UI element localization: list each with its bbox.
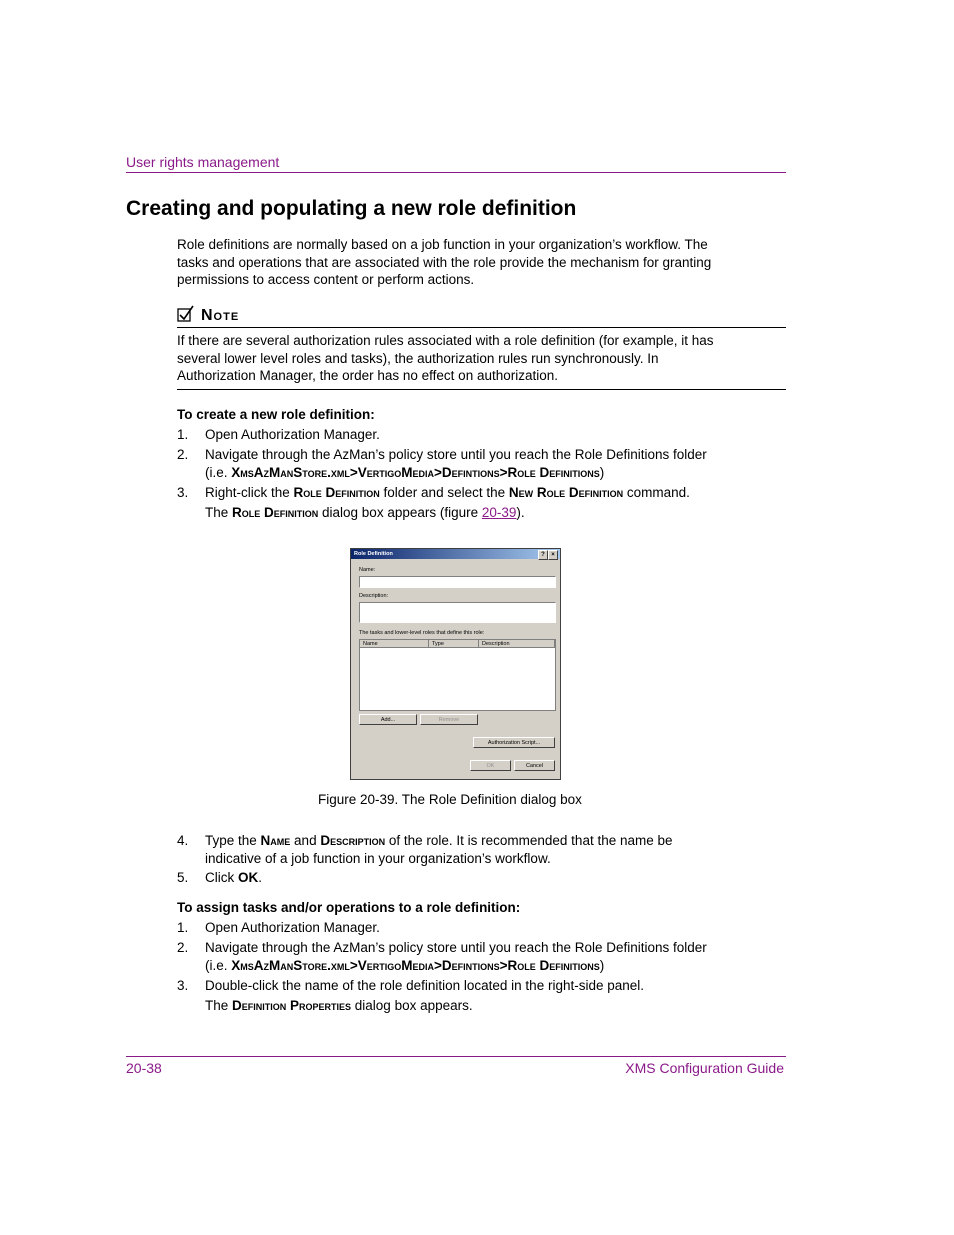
path-text: XmsAzManStore.xml>VertigoMedia>Defintions>Role Definitions (231, 957, 600, 973)
procedure-heading: To assign tasks and/or operations to a role definition: (177, 900, 521, 915)
note-line: several lower level roles and tasks), the authorization rules run synchronously. In (177, 350, 659, 366)
list-label: The tasks and lower-level roles that define this role: (359, 630, 485, 636)
cancel-button[interactable]: Cancel (514, 760, 555, 771)
add-button[interactable]: Add... (359, 714, 417, 725)
roles-list[interactable] (359, 639, 556, 711)
list-item: 1. Open Authorization Manager. (177, 920, 380, 935)
running-header: User rights management (126, 154, 280, 170)
intro-line: tasks and operations that are associated with the role provide the mechanism for granting (177, 254, 712, 270)
description-input[interactable] (359, 602, 556, 623)
figure-link[interactable]: 20-39 (481, 504, 517, 520)
header-rule (126, 172, 786, 173)
description-label: Description: (359, 593, 389, 599)
figure-caption: Figure 20-39. The Role Definition dialog box (318, 792, 582, 807)
name-input[interactable] (359, 576, 556, 588)
remove-button[interactable]: Remove (420, 714, 478, 725)
list-item: 5. Click OK. (177, 870, 263, 885)
list-item: 1. Open Authorization Manager. (177, 427, 380, 442)
list-item: 2. Navigate through the AzMan’s policy store until you reach the Role Definitions folder (i.e. XmsAzManStore.xml>VertigoMedia>Defintions>Role Definitions) (177, 447, 707, 480)
name-label: Name: (359, 567, 376, 573)
column-description[interactable]: Description (479, 640, 555, 648)
page-title: Creating and populating a new role definition (126, 197, 577, 220)
note-bottom-rule (177, 389, 786, 390)
list-item: 4. Type the Name and Description of the role. It is recommended that the name be indicative of a job function in your organization’s workflow. (177, 833, 673, 866)
list-item: 3. Double-click the name of the role definition located in the right-side panel. The Definition Properties dialog box appears. (177, 978, 645, 1013)
footer-rule (126, 1056, 786, 1057)
column-name[interactable]: Name (360, 640, 429, 648)
list-item: 3. Right-click the Role Definition folder and select the New Role Definition command. The Role Definition dialog box appears (figure 20-39). (177, 485, 690, 520)
note-top-rule (177, 327, 786, 328)
note-line: If there are several authorization rules associated with a role definition (for example, it has (177, 333, 714, 348)
path-text: XmsAzManStore.xml>VertigoMedia>Defintions>Role Definitions (231, 464, 600, 480)
note-label: Note (201, 307, 240, 324)
note-text (177, 332, 786, 385)
intro-line: Role definitions are normally based on a job function in your organization’s workflow. The (177, 237, 708, 252)
checkbox-icon (177, 305, 195, 327)
procedure-heading: To create a new role definition: (177, 407, 375, 422)
intro-line: permissions to access content or perform actions. (177, 272, 475, 288)
role-definition-dialog (350, 548, 561, 780)
note-heading (177, 305, 239, 327)
authorization-script-button[interactable]: Authorization Script... (473, 737, 555, 748)
book-title: XMS Configuration Guide (625, 1060, 784, 1076)
ok-button[interactable]: OK (470, 760, 511, 771)
list-item: 2. Navigate through the AzMan’s policy store until you reach the Role Definitions folder (i.e. XmsAzManStore.xml>VertigoMedia>Defintions>Role Definitions) (177, 940, 707, 973)
intro-paragraph (177, 236, 777, 289)
close-button[interactable]: × (548, 550, 558, 560)
page-number: 20-38 (126, 1060, 162, 1076)
note-line: Authorization Manager, the order has no effect on authorization. (177, 368, 558, 384)
help-button[interactable]: ? (538, 550, 548, 560)
dialog-titlebar: Role Definition ? × (351, 549, 560, 559)
column-type[interactable]: Type (429, 640, 479, 648)
